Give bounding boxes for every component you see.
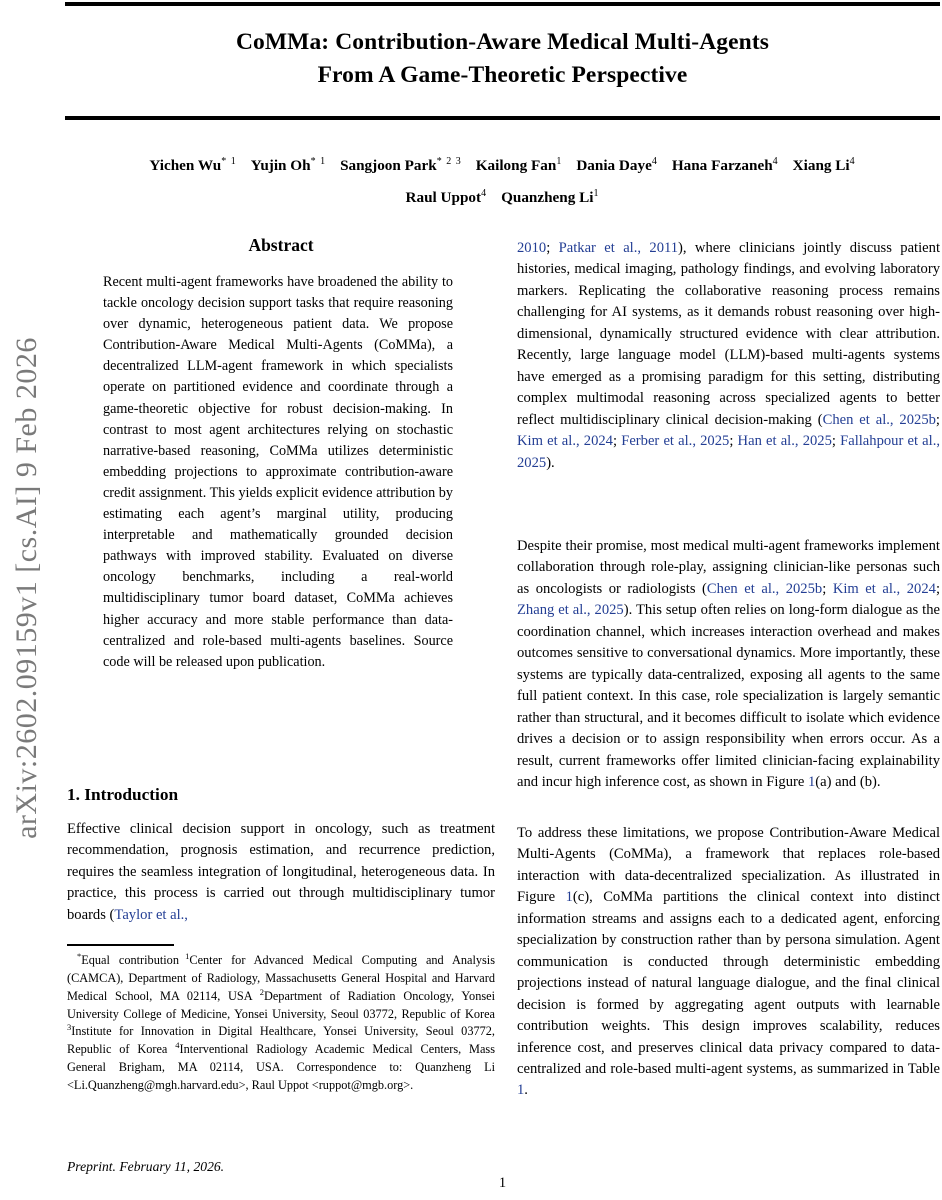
citation-link[interactable]: 1 (517, 1082, 525, 1099)
text-segment: Department of Radiation Oncology, Yonsei University College of Medicine, Yonsei University, Seoul 03772, Republic of Korea (67, 988, 496, 1021)
preprint-note: Preprint. February 11, 2026. (67, 1159, 225, 1174)
superscript: * 1 (221, 156, 237, 167)
text-segment: ; (831, 433, 841, 450)
paper-title (65, 26, 940, 92)
text-segment: ). This setup often relies on long-form dialogue as the coordination channel, which increases interaction overhead and makes outcomes sensitive to conversational dynamics. More importantly, these systems are typically data-centralized, exposing all agents to the same full patient context. In this case, role specialization is largely semantic rather than structural, and it becomes difficult to isolate which evidence drives a decision or to assign responsibility when errors occur. As a result, current frameworks offer limited clinician-facing explainability and incur high inference cost, as shown in Figure (517, 602, 940, 790)
text-segment: ), where clinicians jointly discuss patient histories, medical imaging, pathology findings, and evolving laboratory markers. Replicating the collaborative reasoning process remains challenging for AI systems, as it demands robust reasoning over high-dimensional, dynamically structured evidence with clear attribution. Recently, large language model (LLM)-based multi-agents systems have emerged as a promising paradigm for this setting, distributing complex multimodal reasoning across specialized agents to better reflect multidisciplinary clinical decision-making ( (517, 240, 940, 428)
right-column (517, 233, 940, 1200)
text-segment: ; (612, 433, 622, 450)
text-segment: (a) and (b). (815, 773, 881, 790)
text-segment: Dania Daye (576, 157, 652, 175)
text-segment: ; (935, 411, 940, 428)
citation-link[interactable]: Han et al., 2025 (737, 433, 832, 450)
superscript: 1 (185, 950, 190, 961)
text-segment: Sangjoon Park (340, 157, 437, 175)
superscript: * 2 3 (436, 156, 462, 167)
text-segment: . (524, 1082, 528, 1099)
body-paragraph (517, 238, 940, 474)
author-list (65, 148, 940, 212)
title-rule-top (65, 2, 940, 6)
citation-link[interactable]: 2010 (517, 240, 547, 256)
author-row-2 (65, 180, 940, 212)
superscript: 4 (849, 156, 856, 167)
text-segment: Hana Farzaneh (671, 157, 773, 175)
text-segment: Quanzheng Li (501, 189, 594, 207)
footnote-rule (67, 944, 174, 946)
text-segment: ). (546, 454, 555, 471)
text-segment: Center for Advanced Medical Computing and Analysis (CAMCA), Department of Radiology, Massachusetts General Hospital and Harvard Medical School, MA 02114, USA (67, 953, 495, 1003)
footnote-text (67, 952, 495, 1095)
text-segment: ; (729, 433, 738, 450)
text-segment: Interventional Radiology Academic Medical Centers, Mass General Brigham, MA 02114, USA. Correspondence to: Quanzheng Li <Li.Quanzheng@mgh.harvard.edu>, Raul Uppot <ruppot@mgb.org>. (67, 1042, 495, 1092)
introduction-paragraph (67, 819, 495, 926)
text-segment: Equal contribution (81, 953, 186, 967)
citation-link[interactable]: Patkar et al., 2011 (558, 240, 679, 256)
superscript: 4 (175, 1040, 180, 1051)
superscript: 1 (556, 156, 563, 167)
superscript: 4 (772, 156, 779, 167)
text-segment: Yichen Wu (149, 157, 222, 175)
citation-link[interactable]: Chen et al., 2025b (706, 580, 823, 597)
paper-title-line2: From A Game-Theoretic Perspective (317, 62, 688, 88)
citation-link[interactable]: 1 (808, 773, 816, 790)
text-segment: To address these limitations, we propose Contribution-Aware Medical Multi-Agents (CoMMa), a framework that replaces role-based interaction with data-decentralized specialization. As illustrated in Figure (517, 825, 940, 906)
citation-link[interactable]: Fallahpour et al., 2025 (517, 433, 941, 471)
citation-link[interactable]: 1 (565, 889, 573, 906)
citation-link[interactable]: Kim et al., 2024 (832, 580, 936, 597)
citation-link[interactable]: Zhang et al., 2025 (517, 602, 624, 619)
abstract-text: Recent multi-agent frameworks have broadened the ability to tackle oncology decision support tasks that require reasoning over dynamic, heterogeneous patient data. We propose Contribution-Aware Medical Multi-Agents (CoMMa), a decentralized LLM-agent framework in which specialists operate on partitioned evidence and coordinate through a game-theoretic objective for robust decision-making. In contrast to most agent architectures relying on stochastic narrative-based reasoning, CoMMa utilizes deterministic embedding projections to approximate contribution-aware credit assignment. This yields explicit evidence attribution by estimating each agent’s marginal utility, producing interpretable and mathematically grounded decision pathways with improved stability. Evaluated on diverse oncology benchmarks, including a real-world multidisciplinary tumor board dataset, CoMMa achieves higher accuracy and more stable performance than data-centralized and role-based multi-agents baselines. Source code will be released upon publication. (103, 274, 453, 670)
paper-title-line1: CoMMa: Contribution-Aware Medical Multi-Agents (235, 29, 770, 55)
text-segment: ; (935, 580, 940, 597)
superscript: 4 (651, 156, 658, 167)
left-column (67, 233, 495, 1200)
text-segment: Raul Uppot (405, 189, 482, 207)
citation-link[interactable]: Ferber et al., 2025 (621, 433, 730, 450)
citation-link[interactable]: Chen et al., 2025b (822, 411, 936, 428)
title-rule-bottom (65, 116, 940, 120)
arxiv-watermark: arXiv:2602.09159v1 [cs.AI] 9 Feb 2026 (10, 337, 43, 839)
text-segment: ; (822, 580, 833, 597)
superscript: * 1 (310, 156, 327, 167)
text-segment: (c), CoMMa partitions the clinical context into distinct information streams and assigns each to a dedicated agent, enforcing specialization by construction rather than by persona simulation. Agent communication is conducted through deterministic embedding projections instead of natural language dialogue, and the final clinical decision is formed by aggregating agent outputs with learnable contribution weights. This design improves scalability, reduces inference cost, and preserves clinical data privacy compared to data-centralized and role-based multi-agent systems, as summarized in Table (517, 889, 940, 1077)
body-paragraph (517, 536, 940, 793)
abstract-heading: Abstract (248, 235, 314, 255)
text-segment: Yujin Oh (250, 157, 311, 175)
page-number: 1 (498, 1175, 507, 1191)
citation-link[interactable]: Taylor et al., (114, 906, 188, 923)
author-row-1 (65, 148, 940, 180)
citation-link[interactable]: Kim et al., 2024 (517, 433, 613, 450)
superscript: * (77, 950, 82, 961)
text-segment: Institute for Innovation in Digital Healthcare, Yonsei University, Seoul 03772, Republic of Korea (67, 1024, 495, 1057)
text-segment: ; (546, 240, 559, 256)
superscript: 4 (481, 188, 488, 200)
superscript: 2 (259, 986, 264, 997)
text-segment: Xiang Li (792, 157, 850, 175)
section-heading-introduction: 1. Introduction (67, 785, 179, 804)
superscript: 1 (593, 188, 600, 200)
body-paragraph (517, 823, 940, 1102)
superscript: 3 (67, 1022, 72, 1033)
text-segment: Despite their promise, most medical multi-agent frameworks implement collaboration through role-play, assigning clinician-like personas such as oncologists or radiologists ( (517, 538, 940, 597)
text-segment: Effective clinical decision support in oncology, such as treatment recommendation, prognosis estimation, and recurrence prediction, requires the seamless integration of longitudinal, heterogeneous data. In practice, this process is carried out through multidisciplinary tumor boards ( (67, 821, 495, 923)
text-segment: Kailong Fan (475, 157, 557, 175)
